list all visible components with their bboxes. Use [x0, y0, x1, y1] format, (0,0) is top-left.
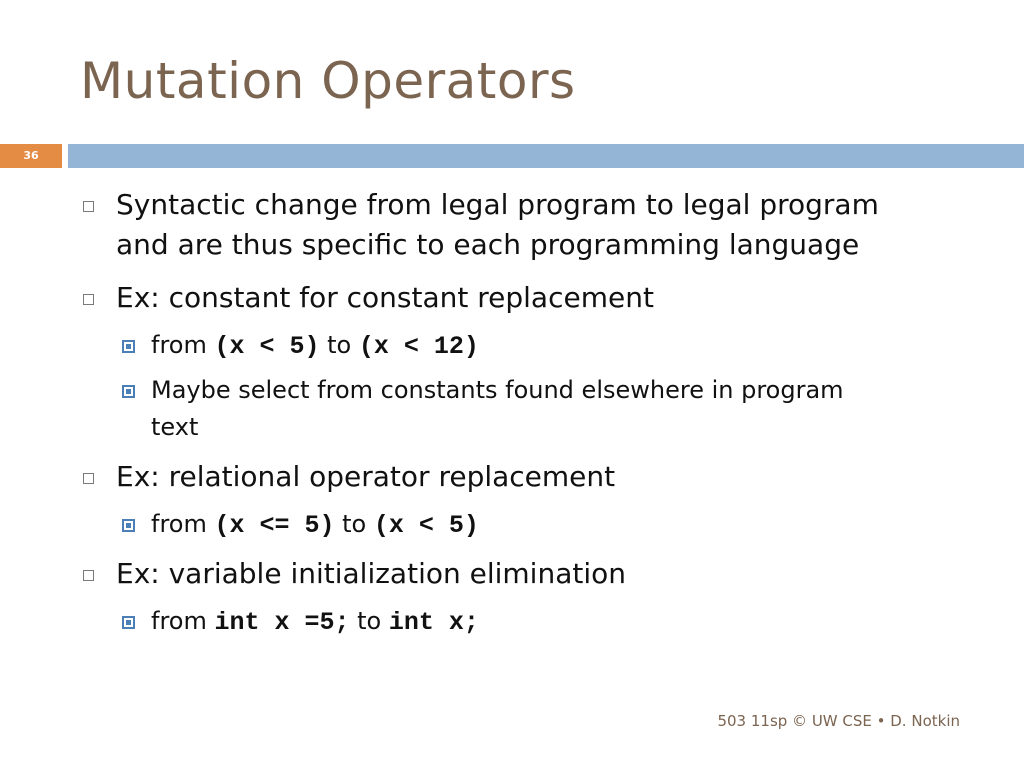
bullet-text: Ex: constant for constant replacement: [116, 281, 654, 314]
filled-square-bullet-icon: [122, 519, 135, 532]
bullet-text-line: Syntactic change from legal program to legal program: [116, 188, 879, 221]
code-snippet: (x < 5): [373, 511, 479, 540]
hollow-square-bullet-icon: [83, 570, 94, 581]
slide-title: Mutation Operators: [80, 52, 576, 110]
sub-bullet-lead: from: [151, 607, 215, 635]
bullet-text-line: and are thus specific to each programming language: [116, 228, 860, 261]
code-snippet: (x < 12): [358, 332, 479, 361]
bullet-text: Ex: variable initialization elimination: [116, 557, 627, 590]
sub-bullet-text-line: text: [151, 413, 199, 441]
sub-bullet-item: [151, 506, 951, 544]
bullet-item: [116, 185, 976, 265]
sub-bullet-connector: to: [319, 331, 359, 359]
bullet-text: Ex: relational operator replacement: [116, 460, 616, 493]
sub-bullet-text-line: Maybe select from constants found elsewhere in program: [151, 376, 844, 404]
sub-bullet-lead: from: [151, 510, 215, 538]
filled-square-bullet-icon: [122, 340, 135, 353]
sub-bullet-item: [151, 603, 951, 641]
bullet-item: [116, 278, 976, 318]
filled-square-bullet-icon: [122, 385, 135, 398]
hollow-square-bullet-icon: [83, 201, 94, 212]
filled-square-bullet-icon: [122, 616, 135, 629]
code-snippet: int x =5;: [214, 608, 350, 637]
hollow-square-bullet-icon: [83, 294, 94, 305]
bullet-item: [116, 554, 976, 594]
sub-bullet-connector: to: [349, 607, 389, 635]
code-snippet: int x;: [388, 608, 479, 637]
page-number: 36: [0, 144, 62, 168]
sub-bullet-connector: to: [334, 510, 374, 538]
sub-bullet-item: [151, 372, 951, 446]
sub-bullet-lead: from: [151, 331, 215, 359]
sub-bullet-item: [151, 327, 951, 365]
code-snippet: (x < 5): [214, 332, 320, 361]
hollow-square-bullet-icon: [83, 473, 94, 484]
bullet-item: [116, 457, 976, 497]
slide-footer: 503 11sp © UW CSE • D. Notkin: [717, 712, 960, 730]
code-snippet: (x <= 5): [214, 511, 335, 540]
